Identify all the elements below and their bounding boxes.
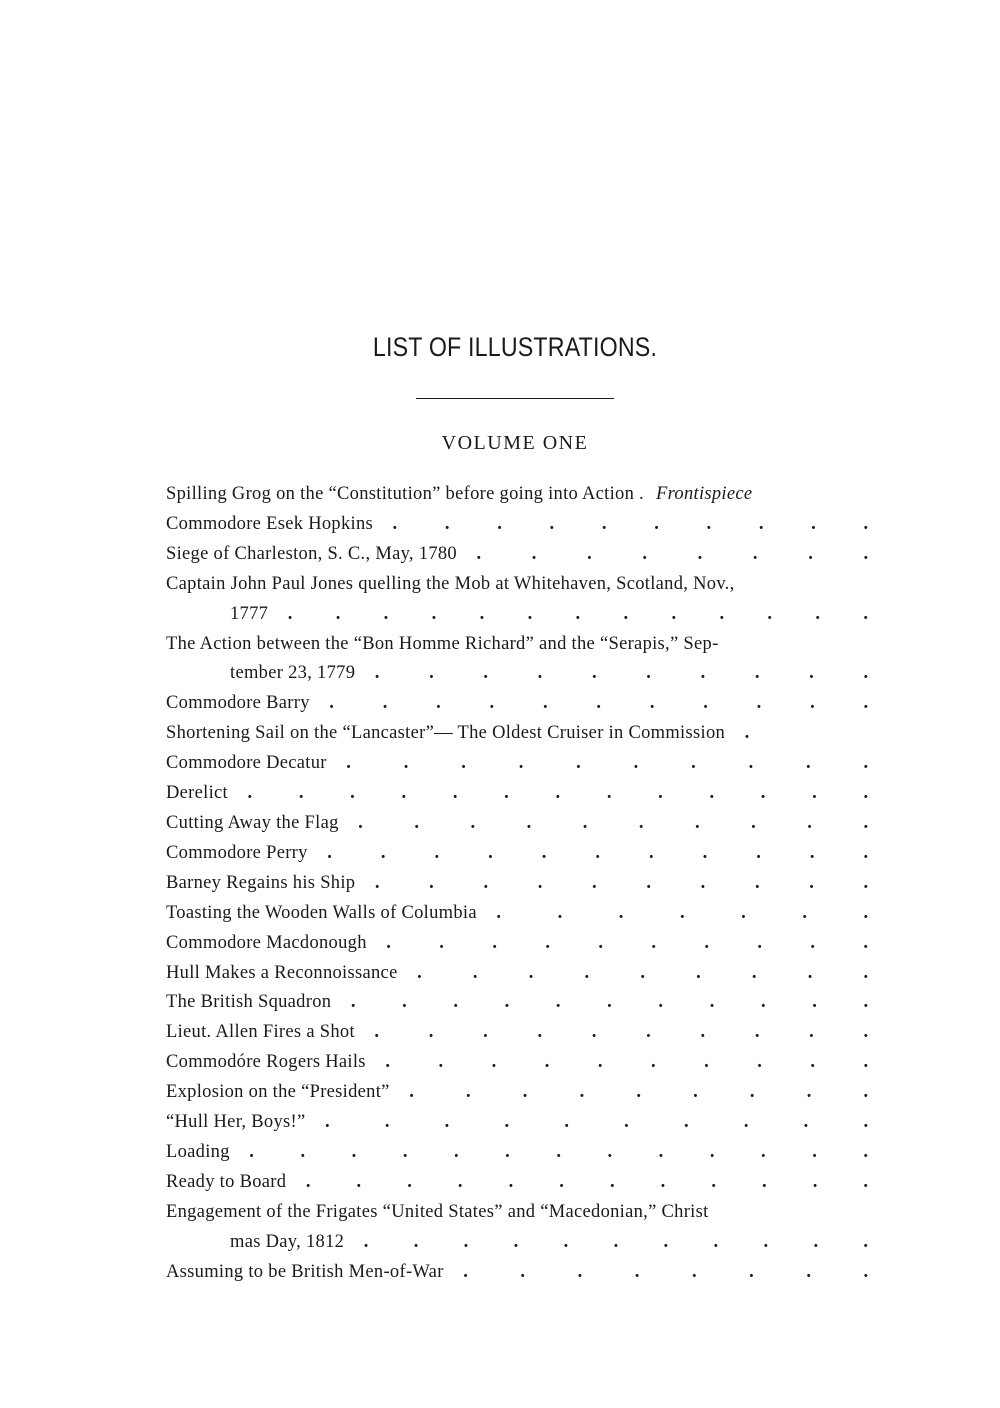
page-title: LIST OF ILLUSTRATIONS. [372, 332, 658, 362]
illustration-title: Ready to Board [166, 1168, 290, 1198]
dot-leader: . . . . . . . . . . . . [305, 1171, 869, 1192]
dot-leader: . . . . . . . . . [417, 962, 869, 983]
illustration-title-continued: 1777 [230, 600, 272, 630]
dot-leader: . . . . . . . . . . . [329, 693, 869, 714]
dot-leader: . . . . . . . . . . [392, 513, 869, 534]
list-item [166, 540, 870, 570]
dot-leader: . [744, 723, 750, 744]
illustration-title: Barney Regains his Ship [166, 869, 359, 899]
list-item [166, 630, 870, 690]
list-item [166, 1018, 870, 1048]
list-item [166, 719, 870, 749]
dot-leader: . . . . . . . . . . [374, 872, 869, 893]
list-item [166, 1078, 870, 1108]
illustration-title: Lieut. Allen Fires a Shot [166, 1018, 359, 1048]
dot-leader: . . . . . . . . . [409, 1082, 869, 1103]
list-item [166, 779, 870, 809]
dot-leader: . . . . . . . . . . . [350, 992, 869, 1013]
list-item [166, 1048, 870, 1078]
dot-leader: . . . . . . . . . . . [363, 1231, 869, 1252]
title-rule [416, 398, 614, 399]
illustration-title: Assuming to be British Men-of-War [166, 1258, 448, 1288]
illustration-title: Spilling Grog on the “Constitution” before going into Action . [166, 480, 648, 510]
illustration-title: Explosion on the “President” [166, 1078, 394, 1108]
illustration-title: Commodore Perry [166, 839, 312, 869]
illustration-title: “Hull Her, Boys!” [166, 1108, 309, 1138]
illustration-title-continued: tember 23, 1779 [230, 659, 359, 689]
dot-leader: . . . . . . . . . . . [327, 842, 869, 863]
dot-leader: . . . . . . . . . . [386, 932, 869, 953]
list-item [166, 839, 870, 869]
dot-leader: . . . . . . . . . . [325, 1112, 869, 1133]
list-item [166, 1168, 870, 1198]
illustration-title: Commodore Barry [166, 689, 314, 719]
illustration-title: The Action between the “Bon Homme Richard” and the “Serapis,” Sep- [166, 630, 719, 660]
list-item [166, 959, 870, 989]
list-item [166, 510, 870, 540]
list-item [166, 929, 870, 959]
list-item [166, 988, 870, 1018]
dot-leader: . . . . . . . . [463, 1261, 869, 1282]
list-item [166, 480, 870, 510]
list-item [166, 689, 870, 719]
illustration-title: Cutting Away the Flag [166, 809, 343, 839]
dot-leader: . . . . . . . [496, 902, 869, 923]
illustration-title: Captain John Paul Jones quelling the Mob at Whitehaven, Scotland, Nov., [166, 570, 735, 600]
illustration-title: Toasting the Wooden Walls of Columbia [166, 899, 481, 929]
dot-leader: . . . . . . . . . . . . . [249, 1141, 869, 1162]
illustration-title: Commodore Decatur [166, 749, 331, 779]
page-reference: Frontispiece [655, 484, 753, 504]
illustration-title: Engagement of the Frigates “United States” and “Macedonian,” Christ [166, 1198, 709, 1228]
illustration-title: Hull Makes a Reconnoissance [166, 959, 402, 989]
volume-heading: VOLUME ONE [441, 432, 589, 454]
dot-leader: . . . . . . . . . . [374, 663, 869, 684]
illustration-title: Siege of Charleston, S. C., May, 1780 [166, 540, 461, 570]
dot-leader: . . . . . . . . . . [374, 1022, 869, 1043]
list-item [166, 1108, 870, 1138]
illustration-title: Shortening Sail on the “Lancaster”— The Oldest Cruiser in Commission [166, 719, 729, 749]
list-item [166, 1138, 870, 1168]
illustration-title: Loading [166, 1138, 234, 1168]
illustration-title: The British Squadron [166, 988, 335, 1018]
list-item [166, 749, 870, 779]
list-item [166, 1198, 870, 1258]
list-item [166, 570, 870, 630]
list-item [166, 1258, 870, 1288]
illustration-title-continued: mas Day, 1812 [230, 1228, 348, 1258]
dot-leader: . . . . . . . . . . [385, 1052, 869, 1073]
illustration-title: Commodore Esek Hopkins [166, 510, 377, 540]
dot-leader: . . . . . . . . . . . . . [247, 783, 869, 804]
dot-leader: . . . . . . . . . . [346, 753, 869, 774]
list-item [166, 869, 870, 899]
illustration-title: Commodóre Rogers Hails [166, 1048, 370, 1078]
illustration-title: Derelict [166, 779, 232, 809]
illustration-title: Commodore Macdonough [166, 929, 371, 959]
list-item [166, 899, 870, 929]
list-item [166, 809, 870, 839]
illustrations-list [166, 480, 870, 1287]
dot-leader: . . . . . . . . [476, 543, 869, 564]
dot-leader: . . . . . . . . . . . . . [287, 603, 869, 624]
dot-leader: . . . . . . . . . . [358, 812, 869, 833]
